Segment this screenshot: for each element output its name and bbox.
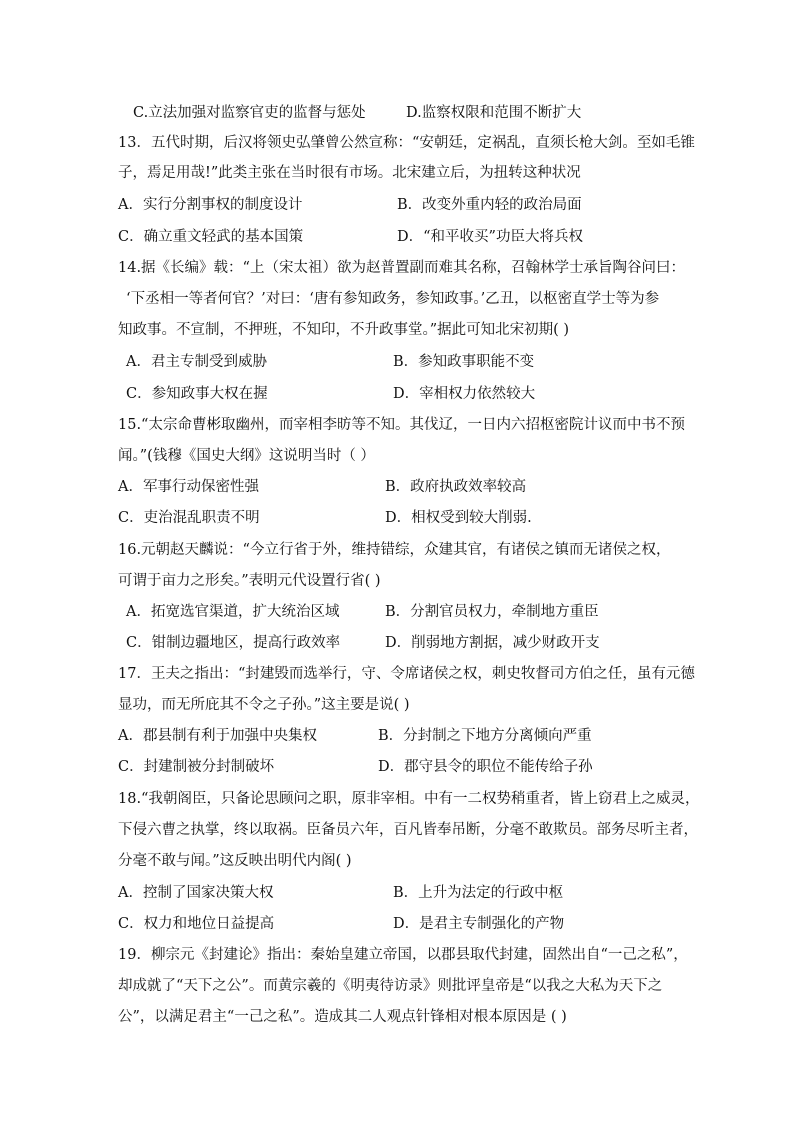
q19-stem-line-2: 却成就了“天下之公”。而黄宗羲的《明夷待访录》则批评皇帝是“以我之大私为天下之 (118, 978, 663, 994)
q13-option-a[interactable]: A．实行分割事权的制度设计 (118, 197, 303, 213)
q13-option-d[interactable]: D．“和平收买”功臣大将兵权 (397, 229, 583, 245)
q16-option-d[interactable]: D．削弱地方割据，减少财政开支 (385, 635, 600, 651)
q17-option-d[interactable]: D．郡守县令的职位不能传给子孙 (378, 759, 593, 775)
q14-option-a[interactable]: A．君主专制受到威胁 (126, 354, 267, 370)
q14-stem-line-2: ‘下丞相一等者何官？’对曰：‘唐有参知政务，参知政事。’乙丑，以枢密直学士等为参 (126, 291, 660, 307)
q18-stem-line-1: 18.“我朝阁臣，只备论思顾问之职，原非宰相。中有一二权势稍重者，皆上窃君上之威灵， (118, 791, 700, 807)
q15-option-d[interactable]: D．相权受到较大削弱. (385, 510, 532, 526)
q18-option-a[interactable]: A．控制了国家决策大权 (118, 885, 274, 901)
q15-option-b[interactable]: B．政府执政效率较高 (385, 479, 527, 495)
q16-option-c[interactable]: C．钳制边疆地区，提高行政效率 (126, 635, 341, 651)
q17-option-b[interactable]: B．分封制之下地方分离倾向严重 (378, 728, 592, 744)
q14-option-c[interactable]: C．参知政事大权在握 (126, 386, 268, 402)
q15-option-a[interactable]: A．军事行动保密性强 (118, 479, 259, 495)
q19-stem-line-3: 公”，以满足君主“一己之私”。造成其二人观点针锋相对根本原因是 ( ) (118, 1009, 567, 1025)
q14-option-b[interactable]: B．参知政事职能不变 (393, 354, 535, 370)
q17-stem-line-2: 显功，而无所庇其不令之子孙。”这主要是说( ) (118, 697, 410, 713)
q16-option-b[interactable]: B．分割官员权力，牵制地方重臣 (385, 604, 599, 620)
q13-option-b[interactable]: B．改变外重内轻的政治局面 (397, 197, 582, 213)
q18-stem-line-3: 分毫不敢与闻。”这反映出明代内阁( ) (118, 853, 352, 869)
q19-stem-line-1: 19．柳宗元《封建论》指出：秦始皇建立帝国，以郡县取代封建，固然出自“一己之私”， (118, 947, 688, 963)
q18-stem-line-2: 下侵六曹之执掌，终以取祸。臣备员六年，百凡皆奉吊断，分毫不敢欺员。部务尽听主者， (118, 822, 698, 838)
q16-stem-line-1: 16.元朝赵天麟说：“今立行省于外，维持错综，众建其官，有诸侯之镇而无诸侯之权， (118, 542, 671, 558)
q17-stem-line-1: 17．王夫之指出：“封建毁而选举行，守、令席诸侯之权，刺史牧督司方伯之任，虽有元德 (118, 666, 695, 682)
q14-stem-line-1: 14.据《长编》载：“上（宋太祖）欲为赵普置副而难其名称，召翰林学士承旨陶谷问曰： (118, 260, 685, 276)
q15-option-c[interactable]: C．吏治混乱职责不明 (118, 510, 260, 526)
q16-stem-line-2: 可谓于亩力之形矣。”表明元代设置行省( ) (118, 573, 381, 589)
q13-option-c[interactable]: C．确立重文轻武的基本国策 (118, 229, 304, 245)
q13-stem-line-2: 子，焉足用哉!”此类主张在当时很有市场。北宋建立后，为扭转这种状况 (118, 165, 581, 181)
q15-stem-line-1: 15.“太宗命曹彬取幽州，而宰相李昉等不知。其伐辽，一日内六招枢密院计议而中书不预 (118, 417, 685, 433)
q14-option-d[interactable]: D．宰相权力依然较大 (393, 386, 536, 402)
q16-option-a[interactable]: A．拓宽选官渠道，扩大统治区域 (126, 604, 340, 620)
q18-option-c[interactable]: C．权力和地位日益提高 (118, 916, 275, 932)
q17-option-c[interactable]: C．封建制被分封制破坏 (118, 759, 275, 775)
q12-option-d[interactable]: D.监察权限和范围不断扩大 (406, 105, 582, 121)
q17-option-a[interactable]: A．郡县制有利于加强中央集权 (118, 728, 317, 744)
q12-option-c[interactable]: C.立法加强对监察官吏的监督与惩处 (133, 105, 366, 121)
q18-option-b[interactable]: B．上升为法定的行政中枢 (393, 885, 564, 901)
q15-stem-line-2: 闻。”(钱穆《国史大纲》这说明当时（ ） (118, 448, 375, 464)
q18-option-d[interactable]: D．是君主专制强化的产物 (393, 916, 565, 932)
q13-stem-line-1: 13．五代时期，后汉将领史弘肇曾公然宣称：“安朝廷，定祸乱，直须长枪大剑。至如毛锥 (118, 135, 695, 151)
q14-stem-line-3: 知政事。不宣制，不押班，不知印，不升政事堂。”据此可知北宋初期( ) (118, 322, 570, 338)
